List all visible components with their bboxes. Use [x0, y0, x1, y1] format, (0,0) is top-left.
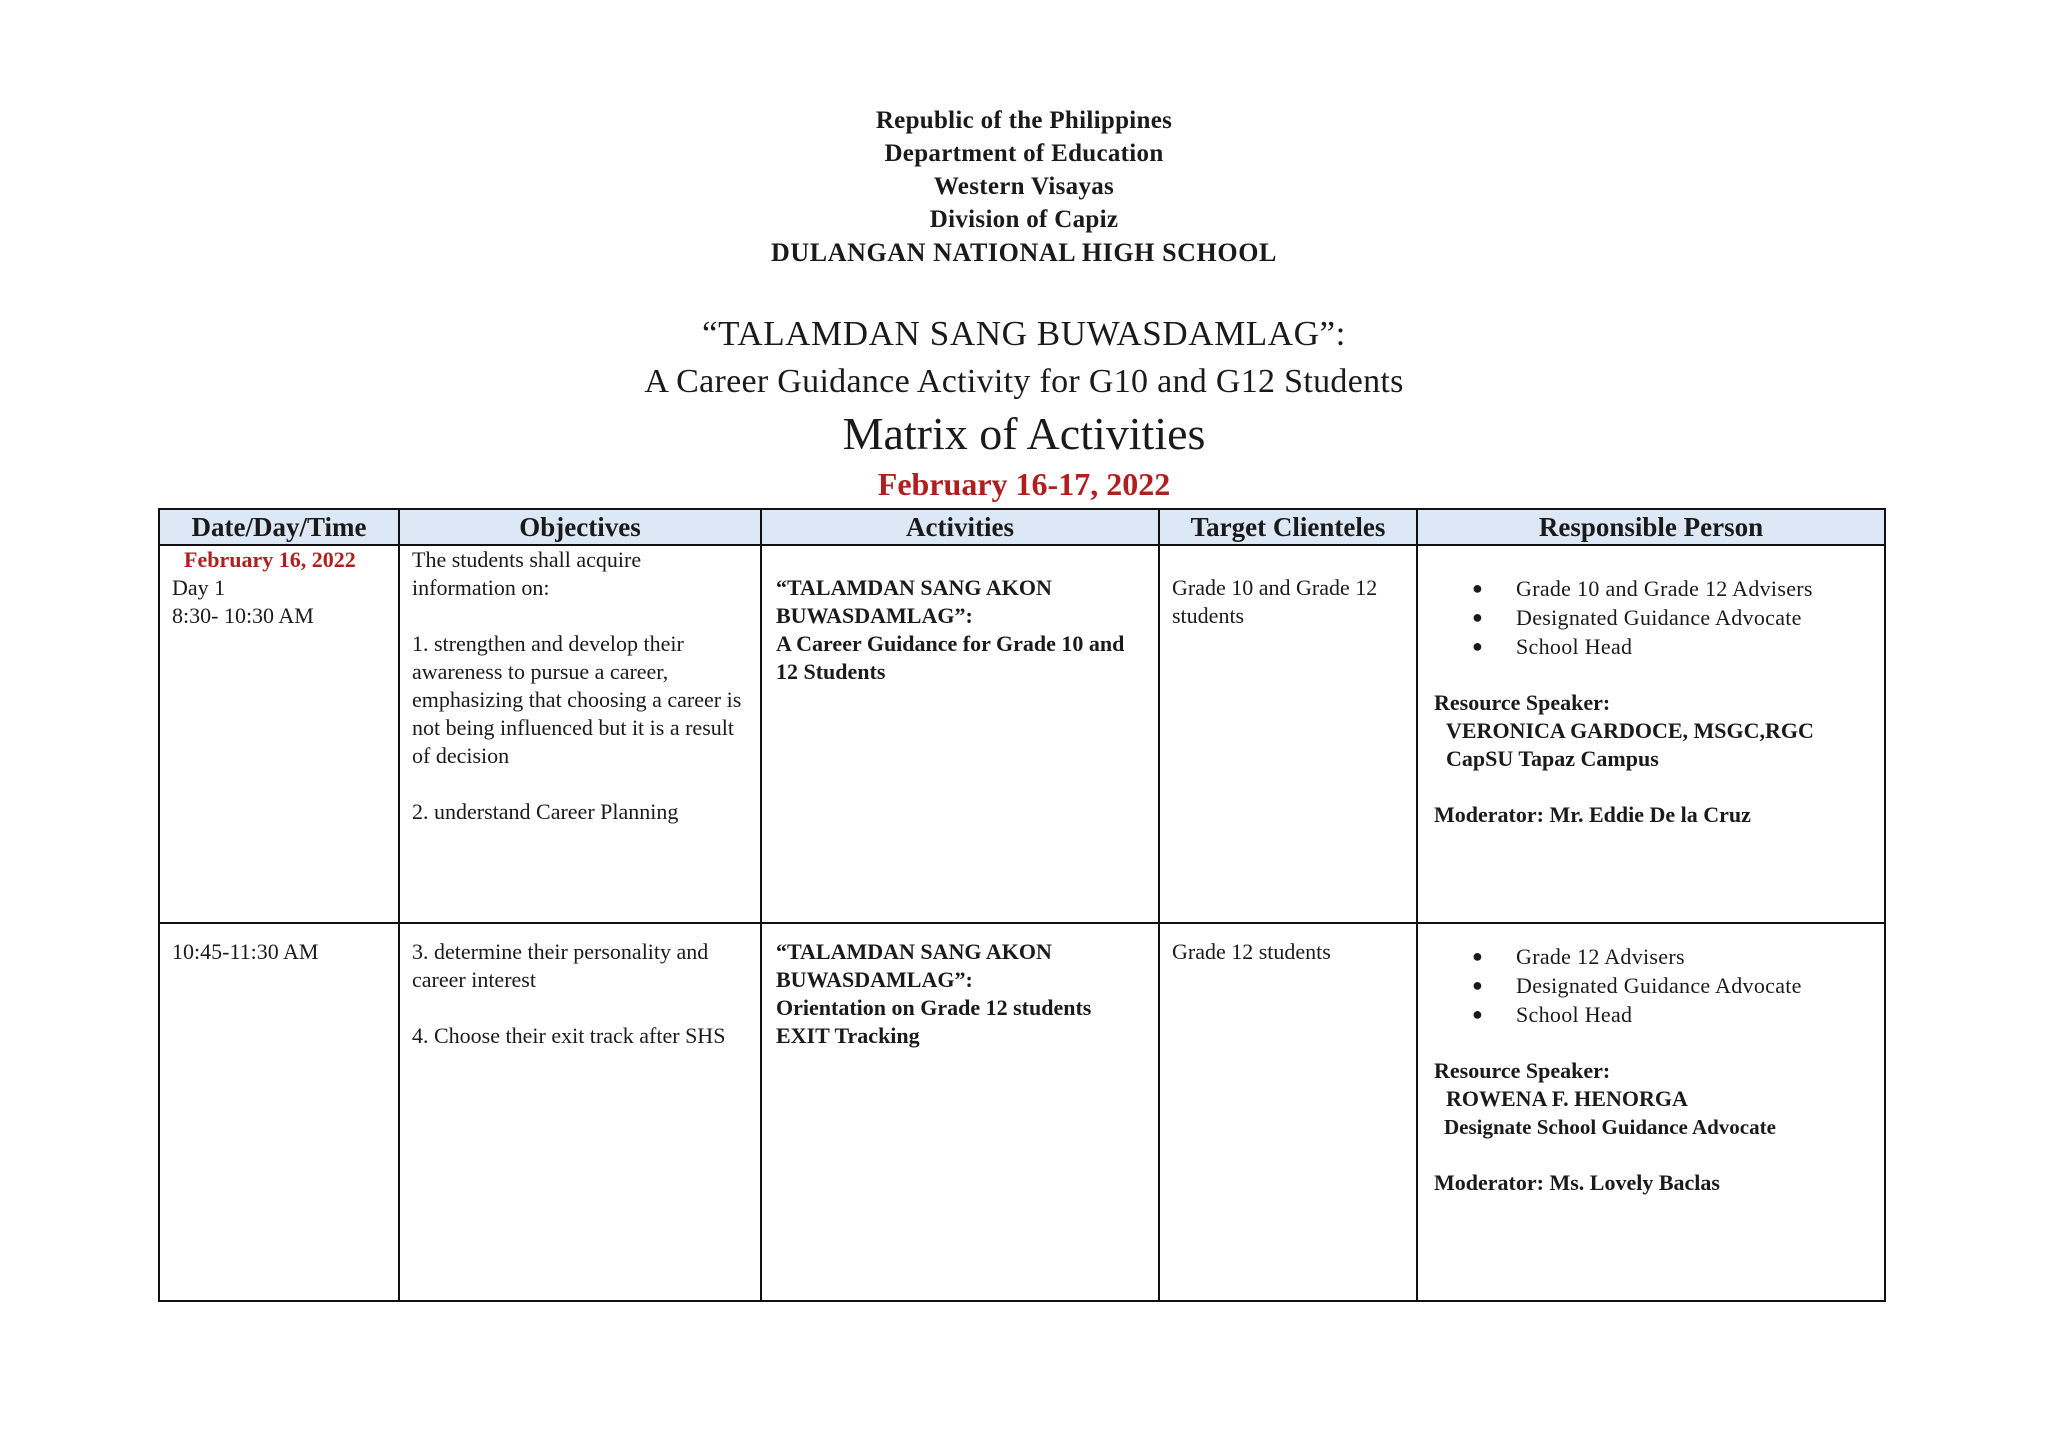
letterhead-region: Western Visayas — [933, 173, 1115, 200]
letterhead-division: Division of Capiz — [929, 206, 1119, 233]
bullet-icon: ● — [1472, 607, 1484, 627]
cell-responsible — [1417, 545, 1885, 923]
letterhead-school: DULANGAN NATIONAL HIGH SCHOOL — [771, 238, 1277, 267]
list-item: ● School Head — [1472, 634, 1633, 659]
cell-target — [1159, 545, 1417, 923]
header-responsible: Responsible Person — [1417, 509, 1885, 545]
session-time: 8:30- 10:30 AM — [172, 603, 314, 628]
event-subtitle: A Career Guidance Activity for G10 and G12 Students — [644, 363, 1404, 400]
objective-item: 2. understand Career Planning — [412, 799, 679, 824]
session-date: February 16, 2022 — [184, 547, 356, 572]
bullet-icon: ● — [1472, 1004, 1484, 1024]
objective-item: 1. strengthen and develop their awareness to pursue a career, emphasizing that choosing a career is not being influenced but it is a result of decision — [412, 631, 742, 768]
date-range: February 16-17, 2022 — [877, 466, 1171, 502]
table-row — [159, 923, 1885, 1301]
activity-title: “TALAMDAN SANG AKON BUWASDAMLAG”: — [776, 939, 1052, 992]
cell-date — [159, 545, 399, 923]
responsible-list — [1434, 942, 1870, 1029]
activity-description: A Career Guidance for Grade 10 and 12 Students — [776, 631, 1125, 684]
list-item: ● Grade 10 and Grade 12 Advisers — [1472, 576, 1813, 601]
speaker-name: ROWENA F. HENORGA — [1446, 1086, 1688, 1111]
cell-date — [159, 923, 399, 1301]
activity-description: Orientation on Grade 12 students EXIT Tracking — [776, 995, 1092, 1048]
objectives-intro: The students shall acquire information on: — [412, 547, 642, 600]
activities-matrix-table — [158, 508, 1886, 1302]
bullet-icon: ● — [1472, 975, 1484, 995]
bullet-icon: ● — [1472, 578, 1484, 598]
session-day: Day 1 — [172, 575, 226, 600]
speaker-name: VERONICA GARDOCE, MSGC,RGC — [1446, 718, 1814, 743]
list-item: ● Grade 12 Advisers — [1472, 944, 1685, 969]
activity-title: “TALAMDAN SANG AKON BUWASDAMLAG”: — [776, 575, 1052, 628]
moderator: Moderator: Ms. Lovely Baclas — [1434, 1170, 1720, 1195]
cell-activities — [761, 545, 1159, 923]
cell-objectives — [399, 923, 761, 1301]
objective-item: 3. determine their personality and career interest — [412, 939, 709, 992]
moderator: Moderator: Mr. Eddie De la Cruz — [1434, 802, 1751, 827]
header-date: Date/Day/Time — [159, 509, 399, 545]
header-target: Target Clienteles — [1159, 509, 1417, 545]
objective-item: 4. Choose their exit track after SHS — [412, 1023, 726, 1048]
bullet-icon: ● — [1472, 946, 1484, 966]
cell-responsible — [1417, 923, 1885, 1301]
matrix-title: Matrix of Activities — [842, 408, 1206, 459]
target-clientele: Grade 12 students — [1172, 939, 1331, 964]
list-item: ● School Head — [1472, 1002, 1633, 1027]
speaker-detail: Designate School Guidance Advocate — [1444, 1115, 1776, 1139]
responsible-list — [1434, 574, 1870, 661]
speaker-detail: CapSU Tapaz Campus — [1446, 746, 1659, 771]
cell-target — [1159, 923, 1417, 1301]
event-title: “TALAMDAN SANG BUWASDAMLAG”: — [702, 314, 1346, 353]
cell-objectives — [399, 545, 761, 923]
speaker-label: Resource Speaker: — [1434, 690, 1611, 715]
session-time: 10:45-11:30 AM — [172, 939, 319, 964]
speaker-label: Resource Speaker: — [1434, 1058, 1611, 1083]
target-clientele: Grade 10 and Grade 12 students — [1172, 575, 1378, 628]
bullet-icon: ● — [1472, 636, 1484, 656]
table-header-row — [159, 509, 1885, 545]
letterhead-country: Republic of the Philippines — [875, 107, 1173, 134]
table-row — [159, 545, 1885, 923]
letterhead — [0, 104, 2048, 269]
list-item: ● Designated Guidance Advocate — [1472, 973, 1802, 998]
header-activities: Activities — [761, 509, 1159, 545]
cell-activities — [761, 923, 1159, 1301]
header-objectives: Objectives — [399, 509, 761, 545]
letterhead-department: Department of Education — [884, 140, 1164, 167]
list-item: ● Designated Guidance Advocate — [1472, 605, 1802, 630]
